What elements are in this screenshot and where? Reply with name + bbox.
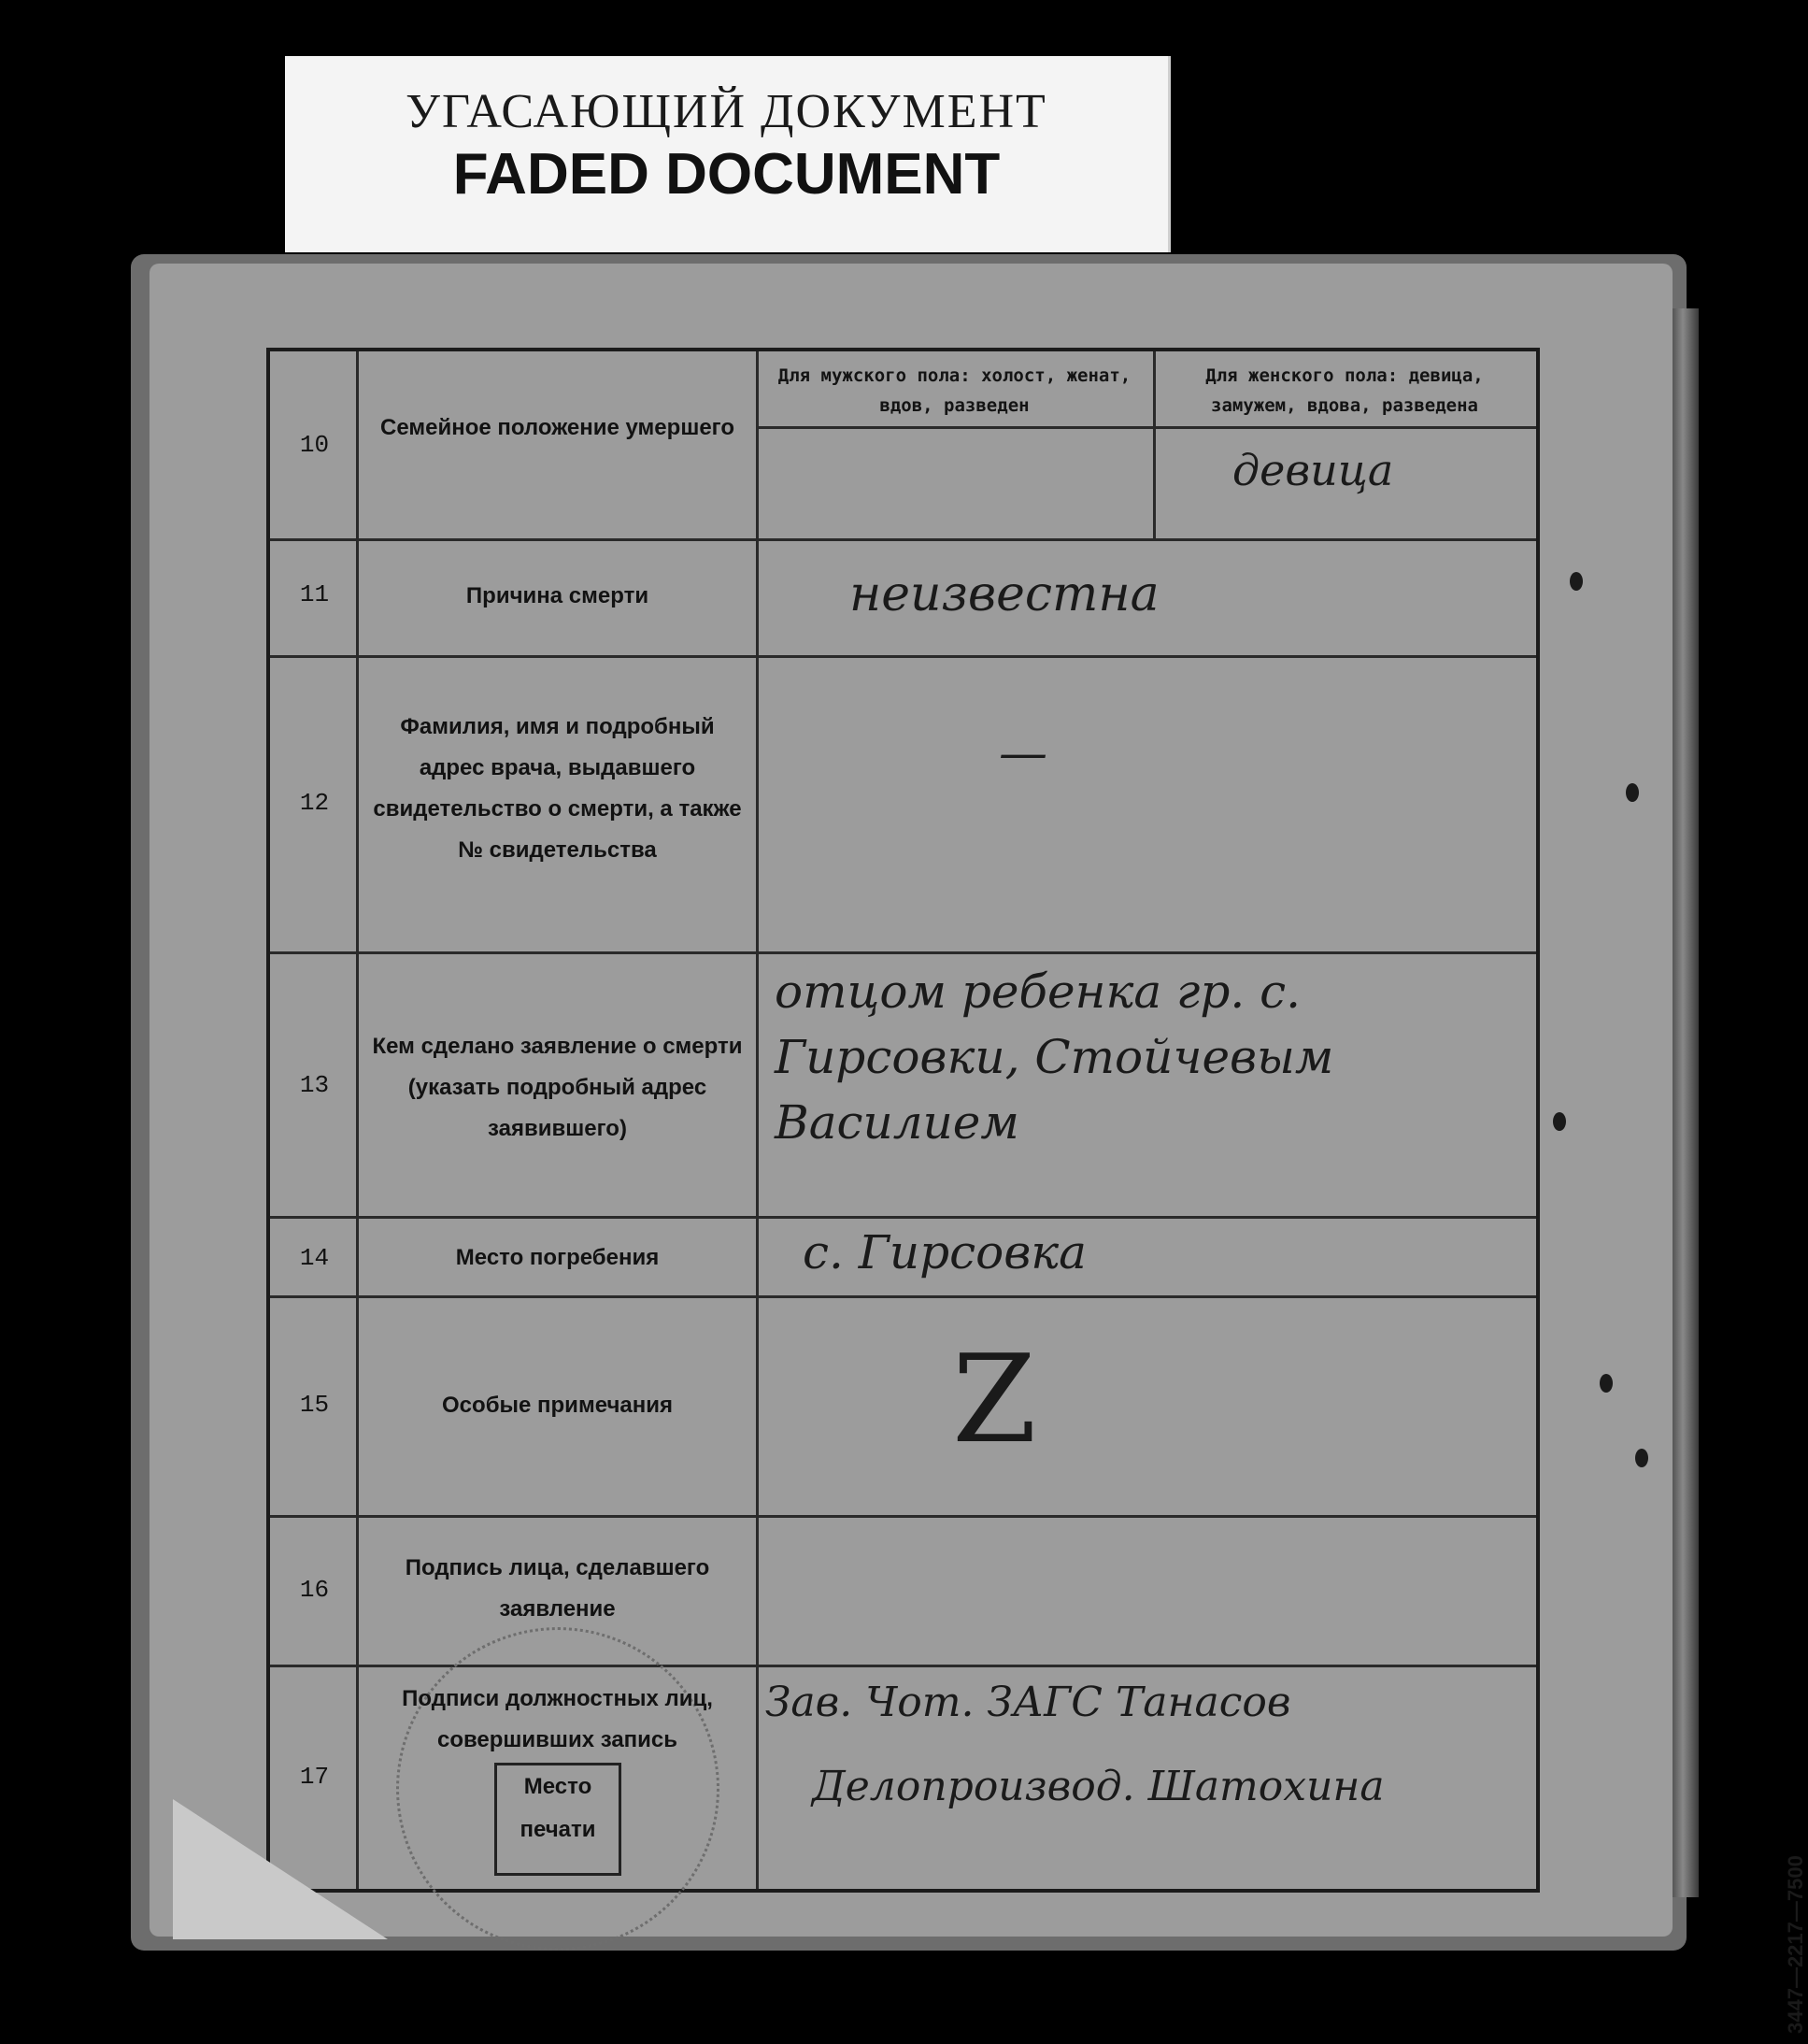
official-signature-1: Зав. Чот. ЗАГС Танасов: [765, 1679, 1291, 1726]
row-number: 13: [299, 1071, 330, 1099]
form-table: [266, 348, 1807, 2034]
row-label: Место погребения: [455, 1245, 660, 1270]
row-number: 10: [299, 431, 330, 459]
row-number: 17: [299, 1763, 330, 1791]
row-label: Подписи должностных лиц, совершивших запись: [402, 1686, 713, 1752]
row-label: Особые примечания: [442, 1393, 673, 1418]
row-divider: [270, 538, 1536, 541]
label-english: FADED DOCUMENT: [452, 142, 1001, 207]
marital-header-female: Для женского пола: девица, замужем, вдова, разведена: [1205, 365, 1484, 416]
binding-hole: [1553, 1112, 1566, 1131]
row-label: Фамилия, имя и подробный адрес врача, выдавшего свидетельство о смерти, а также № свидетельства: [373, 714, 742, 863]
official-signature-2: Делопроизвод. Шатохина: [812, 1763, 1385, 1810]
binding-hole: [1600, 1374, 1613, 1393]
column-divider: [756, 351, 759, 1889]
row-number: 14: [299, 1244, 330, 1272]
label-russian: УГАСАЮЩИЙ ДОКУМЕНТ: [406, 85, 1047, 138]
row-label: Кем сделано заявление о смерти (указать подробный адрес заявившего): [372, 1034, 743, 1141]
row-divider: [270, 1515, 1536, 1518]
burial-place-value: с. Гирсовка: [803, 1225, 1087, 1279]
special-notes-value: Z: [952, 1328, 1037, 1470]
marital-value-female: девица: [1232, 445, 1394, 495]
print-code: 3447—2217—7500: [1784, 1855, 1807, 2034]
row-label: Причина смерти: [465, 583, 649, 608]
row-divider: [270, 1216, 1536, 1219]
row-number: 11: [299, 580, 330, 608]
binding-hole: [1626, 783, 1639, 802]
marital-header-male: Для мужского пола: холост, женат, вдов, разведен: [777, 365, 1132, 416]
column-divider: [1153, 351, 1156, 538]
row-label: Подпись лица, сделавшего заявление: [405, 1555, 710, 1622]
doctor-value: —: [999, 725, 1047, 781]
declarant-value: отцом ребенка гр. с. Гирсовки, Стойчевым Василием: [775, 965, 1334, 1150]
binding-hole: [1570, 572, 1583, 591]
folded-corner: [173, 1799, 388, 1939]
sheet-edge: [1673, 308, 1699, 1897]
header-divider: [756, 426, 1536, 429]
row-number: 15: [299, 1391, 330, 1419]
row-divider: [270, 951, 1536, 954]
death-cause-value: неизвестна: [849, 566, 1160, 622]
document-label-card: [285, 56, 1171, 252]
row-number: 16: [299, 1576, 330, 1604]
binding-hole: [1635, 1449, 1648, 1467]
row-divider: [270, 655, 1536, 658]
row-label: Семейное положение умершего: [379, 415, 735, 440]
row-number: 12: [299, 789, 330, 817]
stamp-place-box: Место печати: [494, 1763, 621, 1876]
row-divider: [270, 1295, 1536, 1298]
